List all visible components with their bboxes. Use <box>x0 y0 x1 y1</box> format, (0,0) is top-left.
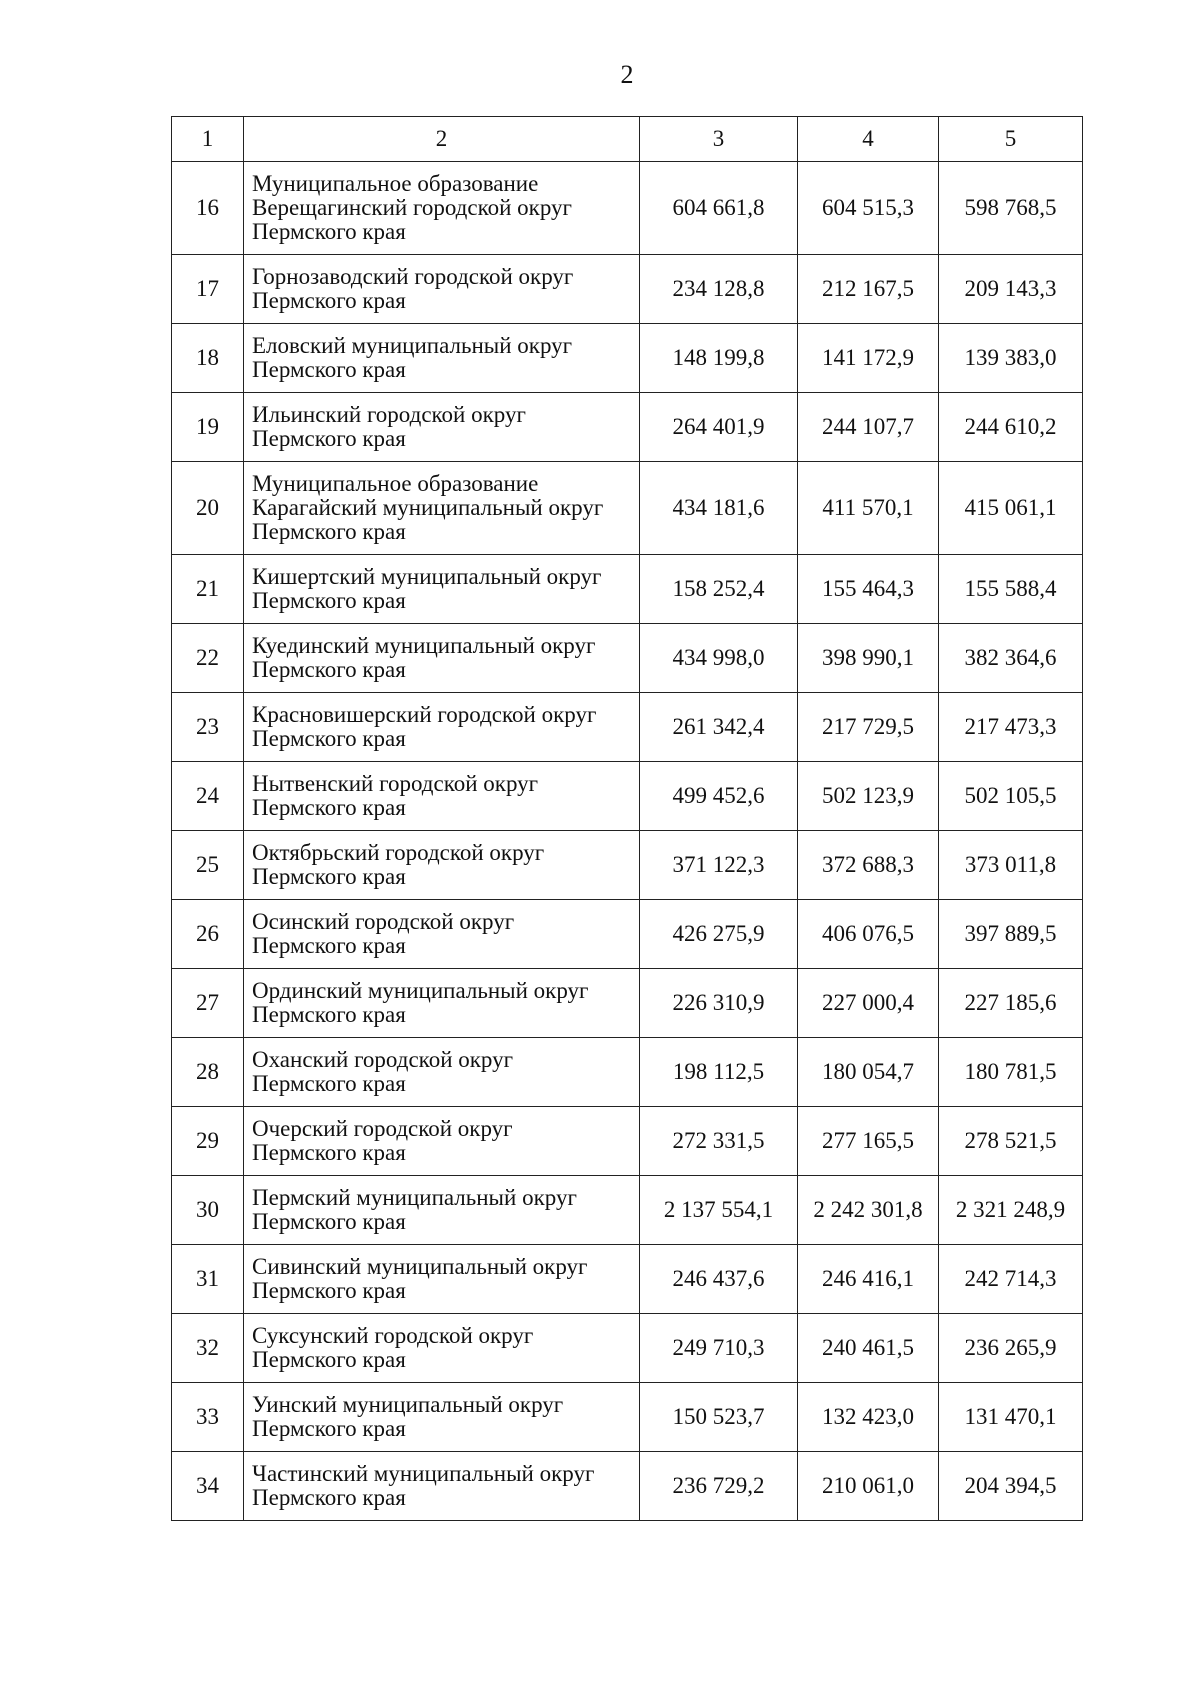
table-row <box>172 1176 1083 1245</box>
row-number: 33 <box>172 1383 244 1452</box>
value-c3: 198 112,5 <box>640 1038 798 1107</box>
municipality-name <box>244 1314 640 1383</box>
value-c5: 415 061,1 <box>939 462 1083 555</box>
value-c3: 264 401,9 <box>640 393 798 462</box>
value-c3: 604 661,8 <box>640 162 798 255</box>
municipality-name-line: Пермский муниципальный округ <box>252 1185 577 1210</box>
value-c4: 132 423,0 <box>798 1383 939 1452</box>
value-c5: 373 011,8 <box>939 831 1083 900</box>
municipality-name-line: Пермского края <box>252 795 406 820</box>
row-number: 32 <box>172 1314 244 1383</box>
row-number: 24 <box>172 762 244 831</box>
value-c4: 246 416,1 <box>798 1245 939 1314</box>
municipality-name <box>244 1383 640 1452</box>
municipality-name-line: Пермского края <box>252 657 406 682</box>
municipality-name-line: Пермского края <box>252 1347 406 1372</box>
municipality-name <box>244 969 640 1038</box>
value-c4: 2 242 301,8 <box>798 1176 939 1245</box>
municipality-name-line: Красновишерский городской округ <box>252 702 597 727</box>
value-c5: 204 394,5 <box>939 1452 1083 1521</box>
table-row <box>172 462 1083 555</box>
table-row <box>172 900 1083 969</box>
municipality-name-line: Суксунский городской округ <box>252 1323 534 1348</box>
municipality-name-line: Пермского края <box>252 357 406 382</box>
row-number: 28 <box>172 1038 244 1107</box>
value-c5: 155 588,4 <box>939 555 1083 624</box>
value-c3: 246 437,6 <box>640 1245 798 1314</box>
value-c3: 150 523,7 <box>640 1383 798 1452</box>
table-row <box>172 1383 1083 1452</box>
municipality-name-line: Верещагинский городской округ <box>252 195 572 220</box>
table-row <box>172 831 1083 900</box>
value-c5: 139 383,0 <box>939 324 1083 393</box>
value-c4: 411 570,1 <box>798 462 939 555</box>
municipality-name <box>244 1176 640 1245</box>
value-c5: 397 889,5 <box>939 900 1083 969</box>
municipality-name-line: Еловский муниципальный округ <box>252 333 573 358</box>
value-c4: 277 165,5 <box>798 1107 939 1176</box>
table-row <box>172 555 1083 624</box>
table-row <box>172 762 1083 831</box>
value-c5: 236 265,9 <box>939 1314 1083 1383</box>
value-c3: 434 998,0 <box>640 624 798 693</box>
municipality-name-line: Пермского края <box>252 1485 406 1510</box>
header-col-5: 5 <box>939 117 1083 162</box>
municipality-name <box>244 624 640 693</box>
value-c3: 148 199,8 <box>640 324 798 393</box>
value-c5: 598 768,5 <box>939 162 1083 255</box>
value-c4: 155 464,3 <box>798 555 939 624</box>
municipality-name-line: Оханский городской округ <box>252 1047 514 1072</box>
table-row <box>172 1245 1083 1314</box>
value-c3: 371 122,3 <box>640 831 798 900</box>
value-c5: 209 143,3 <box>939 255 1083 324</box>
value-c4: 406 076,5 <box>798 900 939 969</box>
municipality-name <box>244 1452 640 1521</box>
municipality-name <box>244 555 640 624</box>
row-number: 21 <box>172 555 244 624</box>
table-row <box>172 969 1083 1038</box>
municipality-name-line: Пермского края <box>252 426 406 451</box>
municipality-name-line: Очерский городской округ <box>252 1116 513 1141</box>
municipality-name-line: Ординский муниципальный округ <box>252 978 589 1003</box>
value-c4: 398 990,1 <box>798 624 939 693</box>
table-row <box>172 162 1083 255</box>
municipality-name-line: Нытвенский городской округ <box>252 771 539 796</box>
municipality-name-line: Пермского края <box>252 726 406 751</box>
value-c5: 382 364,6 <box>939 624 1083 693</box>
value-c3: 499 452,6 <box>640 762 798 831</box>
row-number: 31 <box>172 1245 244 1314</box>
row-number: 30 <box>172 1176 244 1245</box>
municipality-name <box>244 1107 640 1176</box>
value-c4: 227 000,4 <box>798 969 939 1038</box>
row-number: 17 <box>172 255 244 324</box>
header-col-3: 3 <box>640 117 798 162</box>
value-c5: 217 473,3 <box>939 693 1083 762</box>
municipality-name <box>244 255 640 324</box>
municipality-name-line: Пермского края <box>252 1071 406 1096</box>
municipality-name-line: Пермского края <box>252 933 406 958</box>
municipality-name-line: Муниципальное образование <box>252 171 539 196</box>
municipality-name <box>244 462 640 555</box>
value-c3: 434 181,6 <box>640 462 798 555</box>
header-col-1: 1 <box>172 117 244 162</box>
table-row <box>172 1452 1083 1521</box>
value-c4: 502 123,9 <box>798 762 939 831</box>
table-row <box>172 1107 1083 1176</box>
municipality-name <box>244 393 640 462</box>
table-row <box>172 624 1083 693</box>
municipality-name-line: Пермского края <box>252 219 406 244</box>
municipality-name <box>244 324 640 393</box>
header-col-4: 4 <box>798 117 939 162</box>
value-c4: 210 061,0 <box>798 1452 939 1521</box>
value-c5: 131 470,1 <box>939 1383 1083 1452</box>
value-c4: 180 054,7 <box>798 1038 939 1107</box>
municipality-name-line: Частинский муниципальный округ <box>252 1461 595 1486</box>
municipality-name-line: Сивинский муниципальный округ <box>252 1254 588 1279</box>
value-c5: 2 321 248,9 <box>939 1176 1083 1245</box>
row-number: 25 <box>172 831 244 900</box>
table-row <box>172 255 1083 324</box>
row-number: 29 <box>172 1107 244 1176</box>
value-c3: 158 252,4 <box>640 555 798 624</box>
value-c3: 272 331,5 <box>640 1107 798 1176</box>
municipality-name-line: Ильинский городской округ <box>252 402 526 427</box>
value-c3: 426 275,9 <box>640 900 798 969</box>
municipality-name <box>244 900 640 969</box>
value-c5: 244 610,2 <box>939 393 1083 462</box>
municipality-name-line: Пермского края <box>252 1278 406 1303</box>
municipality-name-line: Карагайский муниципальный округ <box>252 495 604 520</box>
municipality-name-line: Осинский городской округ <box>252 909 515 934</box>
row-number: 22 <box>172 624 244 693</box>
value-c5: 278 521,5 <box>939 1107 1083 1176</box>
value-c4: 212 167,5 <box>798 255 939 324</box>
value-c5: 227 185,6 <box>939 969 1083 1038</box>
row-number: 16 <box>172 162 244 255</box>
value-c5: 242 714,3 <box>939 1245 1083 1314</box>
row-number: 27 <box>172 969 244 1038</box>
municipality-name-line: Пермского края <box>252 864 406 889</box>
municipality-name-line: Октябрьский городской округ <box>252 840 545 865</box>
municipality-name <box>244 1245 640 1314</box>
value-c3: 234 128,8 <box>640 255 798 324</box>
row-number: 18 <box>172 324 244 393</box>
value-c3: 2 137 554,1 <box>640 1176 798 1245</box>
value-c4: 240 461,5 <box>798 1314 939 1383</box>
row-number: 19 <box>172 393 244 462</box>
value-c4: 604 515,3 <box>798 162 939 255</box>
value-c4: 141 172,9 <box>798 324 939 393</box>
value-c5: 180 781,5 <box>939 1038 1083 1107</box>
municipality-name <box>244 162 640 255</box>
table-row <box>172 693 1083 762</box>
municipality-name-line: Уинский муниципальный округ <box>252 1392 564 1417</box>
row-number: 34 <box>172 1452 244 1521</box>
header-col-2: 2 <box>244 117 640 162</box>
table-row <box>172 393 1083 462</box>
municipality-name <box>244 693 640 762</box>
municipality-name-line: Пермского края <box>252 1140 406 1165</box>
row-number: 20 <box>172 462 244 555</box>
budget-table <box>171 116 1083 1521</box>
value-c5: 502 105,5 <box>939 762 1083 831</box>
municipality-name-line: Куединский муниципальный округ <box>252 633 596 658</box>
municipality-name-line: Пермского края <box>252 1002 406 1027</box>
value-c3: 236 729,2 <box>640 1452 798 1521</box>
table-body <box>172 162 1083 1521</box>
value-c3: 261 342,4 <box>640 693 798 762</box>
value-c4: 244 107,7 <box>798 393 939 462</box>
municipality-name-line: Пермского края <box>252 588 406 613</box>
municipality-name-line: Кишертский муниципальный округ <box>252 564 602 589</box>
table-row <box>172 324 1083 393</box>
value-c4: 372 688,3 <box>798 831 939 900</box>
table-row <box>172 1038 1083 1107</box>
municipality-name <box>244 1038 640 1107</box>
value-c4: 217 729,5 <box>798 693 939 762</box>
row-number: 23 <box>172 693 244 762</box>
municipality-name-line: Горнозаводский городской округ <box>252 264 574 289</box>
page-number: 2 <box>620 60 634 89</box>
municipality-name <box>244 762 640 831</box>
municipality-name <box>244 831 640 900</box>
row-number: 26 <box>172 900 244 969</box>
municipality-name-line: Муниципальное образование <box>252 471 539 496</box>
value-c3: 226 310,9 <box>640 969 798 1038</box>
municipality-name-line: Пермского края <box>252 1416 406 1441</box>
municipality-name-line: Пермского края <box>252 288 406 313</box>
value-c3: 249 710,3 <box>640 1314 798 1383</box>
municipality-name-line: Пермского края <box>252 1209 406 1234</box>
table-row <box>172 1314 1083 1383</box>
municipality-name-line: Пермского края <box>252 519 406 544</box>
table-header-row <box>172 117 1083 162</box>
